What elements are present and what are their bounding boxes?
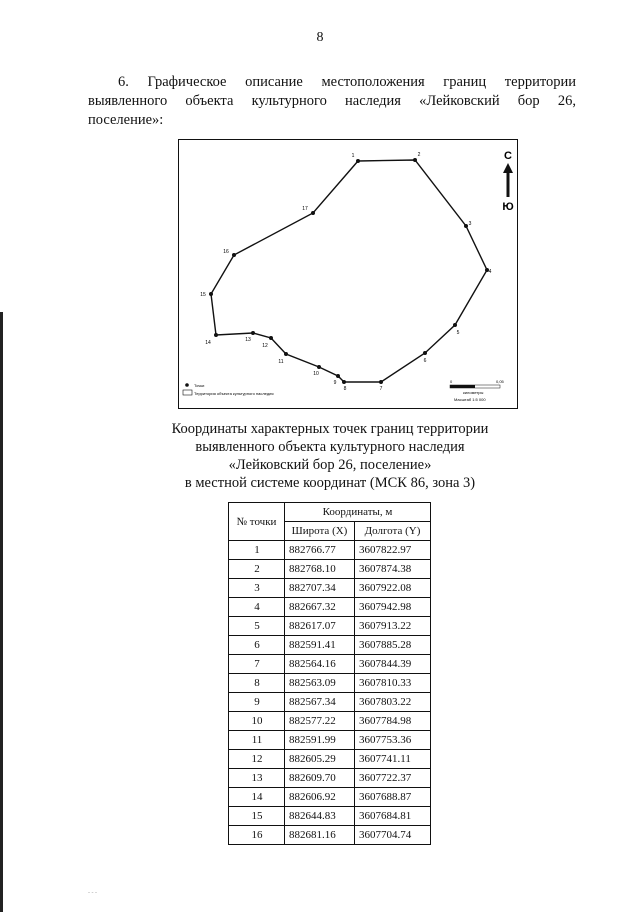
cell-point-number: 5 [229, 617, 285, 636]
boundary-point-label: 12 [262, 343, 268, 349]
cell-point-number: 3 [229, 579, 285, 598]
table-row [229, 617, 431, 636]
boundary-point-label: 16 [223, 249, 229, 255]
cell-latitude: 882563.09 [285, 674, 355, 693]
map-frame [179, 140, 518, 409]
boundary-point-marker [269, 336, 273, 340]
cell-longitude: 3607741.11 [355, 750, 431, 769]
table-row [229, 826, 431, 845]
boundary-point-marker [453, 323, 457, 327]
boundary-point-label: 14 [205, 340, 211, 346]
section-heading-line-3: поселение»: [88, 112, 164, 128]
cell-point-number: 6 [229, 636, 285, 655]
cell-point-number: 12 [229, 750, 285, 769]
cell-longitude: 3607810.33 [355, 674, 431, 693]
cell-latitude: 882768.10 [285, 560, 355, 579]
boundary-point-label: 8 [343, 386, 347, 392]
cell-point-number: 4 [229, 598, 285, 617]
boundary-point-label: 10 [313, 371, 319, 377]
boundary-point-marker [379, 380, 383, 384]
cell-latitude: 882606.92 [285, 788, 355, 807]
cell-latitude: 882577.22 [285, 712, 355, 731]
compass-south-label: Ю [502, 201, 514, 213]
boundary-point-label: 1 [351, 153, 355, 159]
boundary-point-marker [342, 380, 346, 384]
boundary-map [178, 139, 518, 409]
table-row [229, 541, 431, 560]
header-point-number: № точки [229, 503, 285, 541]
boundary-point-marker [413, 158, 417, 162]
scale-ratio-label: Масштаб 1:5 000 [454, 397, 486, 402]
header-coordinates: Координаты, м [285, 503, 431, 522]
header-latitude: Широта (X) [285, 522, 355, 541]
table-row [229, 636, 431, 655]
coordinates-table [228, 502, 431, 845]
cell-point-number: 9 [229, 693, 285, 712]
cell-longitude: 3607704.74 [355, 826, 431, 845]
cell-point-number: 16 [229, 826, 285, 845]
boundary-point-label: 11 [278, 359, 284, 365]
boundary-point-label: 2 [417, 152, 421, 158]
boundary-point-marker [464, 224, 468, 228]
cell-longitude: 3607922.08 [355, 579, 431, 598]
legend-point-label: Точки [194, 383, 205, 388]
table-row [229, 712, 431, 731]
scan-artifact: - - - [88, 890, 97, 896]
page-number: 8 [316, 30, 324, 45]
table-row [229, 598, 431, 617]
boundary-point-marker [214, 333, 218, 337]
cell-point-number: 1 [229, 541, 285, 560]
cell-latitude: 882564.16 [285, 655, 355, 674]
table-row [229, 769, 431, 788]
boundary-point-label: 15 [200, 292, 206, 298]
boundary-point-marker [423, 351, 427, 355]
table-row [229, 579, 431, 598]
cell-latitude: 882766.77 [285, 541, 355, 560]
scale-zero-label: 0 [450, 379, 453, 384]
cell-longitude: 3607913.22 [355, 617, 431, 636]
cell-point-number: 8 [229, 674, 285, 693]
cell-longitude: 3607684.81 [355, 807, 431, 826]
cell-point-number: 15 [229, 807, 285, 826]
table-row [229, 560, 431, 579]
table-row [229, 655, 431, 674]
compass-north-label: С [504, 150, 512, 162]
cell-longitude: 3607942.98 [355, 598, 431, 617]
cell-latitude: 882609.70 [285, 769, 355, 788]
table-row [229, 788, 431, 807]
scale-unit-label: километры [463, 390, 484, 395]
cell-longitude: 3607688.87 [355, 788, 431, 807]
cell-latitude: 882617.07 [285, 617, 355, 636]
boundary-point-label: 17 [302, 206, 308, 212]
section-heading-line-2: выявленного объекта культурного наследия «Лейковский бор 26, [88, 93, 576, 109]
table-row [229, 807, 431, 826]
cell-latitude: 882591.99 [285, 731, 355, 750]
boundary-point-marker [356, 159, 360, 163]
table-row [229, 750, 431, 769]
table-caption-line-2: выявленного объекта культурного наследия [195, 439, 465, 455]
cell-point-number: 2 [229, 560, 285, 579]
table-caption-line-3: «Лейковский бор 26, поселение» [228, 457, 432, 473]
table-header-row [229, 503, 431, 522]
table-row [229, 674, 431, 693]
cell-point-number: 13 [229, 769, 285, 788]
boundary-point-label: 4 [488, 269, 492, 275]
cell-longitude: 3607844.39 [355, 655, 431, 674]
cell-point-number: 10 [229, 712, 285, 731]
cell-latitude: 882591.41 [285, 636, 355, 655]
header-longitude: Долгота (Y) [355, 522, 431, 541]
boundary-point-marker [251, 331, 255, 335]
cell-point-number: 11 [229, 731, 285, 750]
section-heading-line-1: 6. Графическое описание местоположения границ территории [118, 74, 576, 90]
legend-point-icon [185, 383, 189, 387]
coordinates-table-body [229, 541, 431, 845]
boundary-point-label: 3 [468, 221, 472, 227]
cell-latitude: 882605.29 [285, 750, 355, 769]
cell-longitude: 3607753.36 [355, 731, 431, 750]
cell-latitude: 882644.83 [285, 807, 355, 826]
cell-longitude: 3607885.28 [355, 636, 431, 655]
cell-latitude: 882681.16 [285, 826, 355, 845]
boundary-point-marker [284, 352, 288, 356]
legend-territory-label: Территория объекта культурного наследия [194, 391, 274, 396]
cell-latitude: 882667.32 [285, 598, 355, 617]
boundary-point-marker [311, 211, 315, 215]
cell-longitude: 3607784.98 [355, 712, 431, 731]
cell-point-number: 14 [229, 788, 285, 807]
boundary-point-label: 5 [456, 330, 460, 336]
cell-longitude: 3607874.38 [355, 560, 431, 579]
boundary-point-label: 13 [245, 337, 251, 343]
boundary-point-marker [317, 365, 321, 369]
table-caption-line-4: в местной системе координат (МСК 86, зона 3) [184, 475, 476, 491]
boundary-point-marker [336, 374, 340, 378]
cell-latitude: 882567.34 [285, 693, 355, 712]
scan-edge-shadow [0, 312, 3, 912]
cell-longitude: 3607803.22 [355, 693, 431, 712]
cell-latitude: 882707.34 [285, 579, 355, 598]
cell-longitude: 3607722.37 [355, 769, 431, 788]
table-caption-line-1: Координаты характерных точек границ территории [171, 421, 489, 437]
scale-bar-fill [450, 385, 475, 388]
table-row [229, 693, 431, 712]
boundary-point-label: 6 [423, 358, 427, 364]
cell-point-number: 7 [229, 655, 285, 674]
boundary-point-label: 7 [379, 386, 383, 392]
boundary-point-marker [209, 292, 213, 296]
boundary-point-marker [232, 253, 236, 257]
scale-value-label: 0,05 [496, 379, 504, 384]
boundary-point-label: 9 [333, 380, 337, 386]
table-row [229, 731, 431, 750]
cell-longitude: 3607822.97 [355, 541, 431, 560]
